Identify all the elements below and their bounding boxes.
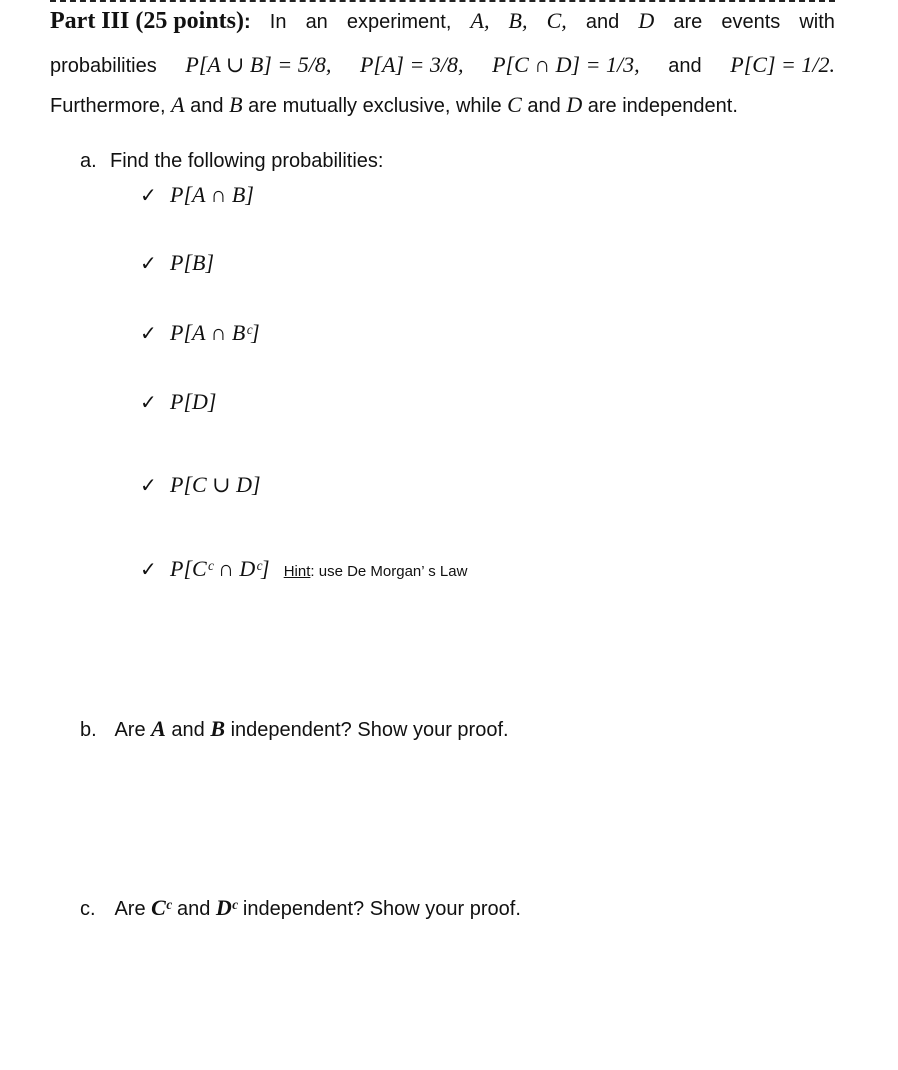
list-item — [140, 320, 260, 346]
list-item — [140, 182, 254, 208]
checkmark-icon: ✓ — [140, 473, 157, 497]
given-p-c: P[C] = 1/2. — [730, 52, 835, 77]
checkmark-icon: ✓ — [140, 390, 157, 414]
problem-intro-line-2: probabilities P[A ∪ B] = 5/8, P[A] = 3/8, P[C ∩ D] = 1/3, and P[C] = 1/2. — [50, 52, 835, 77]
prob-expression: P[Cᶜ ∩ Dᶜ] — [170, 556, 270, 581]
top-dashed-rule — [50, 0, 835, 5]
prob-expression: P[B] — [170, 250, 214, 275]
prob-expression: P[A ∩ Bᶜ] — [170, 320, 260, 345]
list-item — [140, 389, 216, 415]
checkmark-icon: ✓ — [140, 557, 157, 581]
checkmark-icon: ✓ — [140, 321, 157, 345]
prob-expression: P[C ∪ D] — [170, 472, 261, 497]
list-item — [140, 556, 467, 582]
list-item — [140, 472, 261, 498]
question-c: c. Are Cᶜ and Dᶜ independent? Show your proof. — [80, 895, 521, 920]
hint-text: Hint: use De Morgan’ s Law — [283, 563, 468, 580]
question-a-heading: a. Find the following probabilities: — [80, 150, 384, 172]
problem-intro-line-3: Furthermore, A and B are mutually exclusive, while C and D are independent. — [50, 92, 738, 117]
given-p-a: P[A] = 3/8, — [359, 52, 464, 77]
part-heading: Part III (25 points): — [50, 8, 251, 34]
problem-intro-line-1: Part III (25 points): In an experiment, A, B, C, and D are events with — [50, 8, 835, 34]
given-p-c-intersect-d: P[C ∩ D] = 1/3, — [492, 52, 640, 77]
checkmark-icon: ✓ — [140, 251, 157, 275]
checkmark-icon: ✓ — [140, 183, 157, 207]
question-b: b. Are A and B independent? Show your proof. — [80, 716, 509, 741]
list-item — [140, 250, 214, 276]
given-p-a-union-b: P[A ∪ B] = 5/8, — [185, 52, 332, 77]
prob-expression: P[D] — [170, 389, 217, 414]
prob-expression: P[A ∩ B] — [170, 182, 254, 207]
